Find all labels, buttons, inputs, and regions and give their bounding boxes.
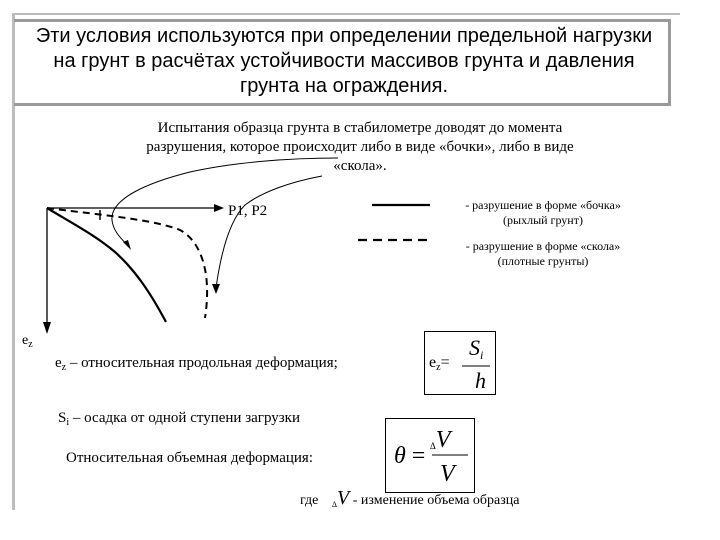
- solid-curve: [47, 208, 166, 322]
- formula1-lhs: [429, 354, 450, 373]
- formula1-lhs-sub: z: [436, 362, 441, 373]
- legend-dashed: [438, 239, 648, 269]
- strain-definition: [55, 355, 338, 373]
- formula2-lhs: [394, 443, 425, 470]
- legend-solid: [438, 198, 648, 228]
- formula2-equals: =: [411, 443, 426, 469]
- x-axis-arrow: [214, 204, 224, 212]
- where-delta: Δ: [331, 500, 338, 509]
- where-word: где: [300, 493, 319, 508]
- load-label: P1, P2: [228, 203, 268, 219]
- legend-dashed-note: (плотные грунты): [497, 254, 589, 268]
- header-line-1: Эти условия используются при определении предельной нагрузки: [35, 25, 653, 47]
- legend-solid-note: (рыхлый грунт): [503, 213, 583, 227]
- strain-formula: [424, 331, 496, 395]
- where-v-symbol: V: [337, 487, 350, 509]
- formula1-num-symbol: S: [469, 335, 480, 360]
- legend-dashed-text: - разрушение в форме «скола»: [465, 239, 621, 253]
- formula1-equals: =: [440, 354, 450, 371]
- volume-change-note: [300, 487, 520, 510]
- settlement-symbol: S: [58, 410, 67, 426]
- strain-symbol: e: [55, 355, 62, 371]
- where-text: - изменение объема образца: [352, 493, 520, 508]
- formula2-num-symbol: V: [435, 427, 451, 453]
- settlement-subscript: i: [66, 417, 70, 428]
- formula1-numerator: [469, 335, 483, 363]
- volumetric-formula: [385, 418, 475, 493]
- intro-line-3: «скола».: [333, 158, 387, 174]
- formula2-delta: Δ: [430, 441, 436, 451]
- pointer-shear: [216, 176, 322, 288]
- legend-solid-text: - разрушение в форме «бочка»: [465, 198, 621, 212]
- strain-text: – относительная продольная деформация;: [66, 355, 338, 371]
- y-axis-symbol: e: [22, 333, 29, 348]
- settlement-definition: [58, 410, 300, 428]
- formula1-denominator: h: [475, 368, 486, 393]
- formula2-denominator: V: [440, 461, 455, 487]
- formula1-num-sub: i: [480, 348, 484, 362]
- pointer-barrel: [112, 158, 338, 246]
- formula2-theta: θ: [394, 443, 406, 469]
- volumetric-definition: Относительная объемная деформация:: [66, 450, 313, 466]
- header-line-2: на грунт в расчётах устойчивости массивов грунта и давления: [53, 50, 635, 72]
- intro-line-1: Испытания образца грунта в стабилометре доводят до момента: [157, 120, 563, 136]
- intro-line-2: разрушения, которое происходит либо в виде «бочки», либо в виде: [146, 139, 574, 155]
- y-axis-arrow: [43, 322, 51, 334]
- header-line-3: грунта на ограждения.: [239, 75, 449, 97]
- settlement-text: – осадка от одной ступени загрузки: [69, 410, 300, 426]
- y-axis-subscript: z: [28, 339, 33, 350]
- formula2-numerator: [430, 427, 450, 454]
- y-axis-label: [22, 333, 33, 350]
- pointer-shear-arrow: [212, 284, 220, 294]
- formula1-lhs-symbol: e: [429, 354, 437, 371]
- strain-subscript: z: [61, 362, 67, 373]
